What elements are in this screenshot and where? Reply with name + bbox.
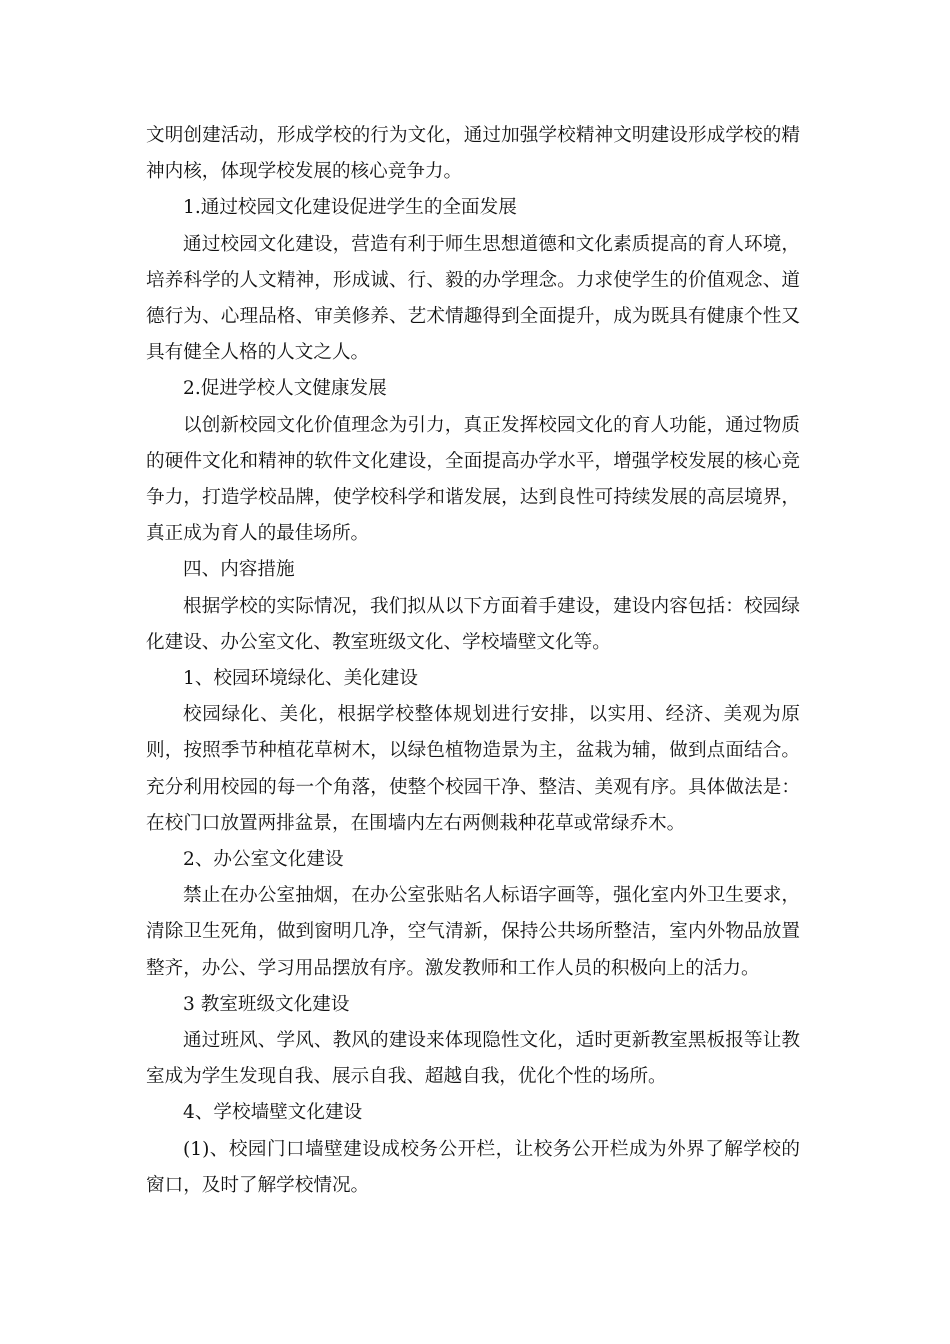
paragraph-classroom-culture: 通过班风、学风、教风的建设来体现隐性文化，适时更新教室黑板报等让教室成为学生发现自我、展示自我、超越自我，优化个性的场所。 — [146, 1030, 800, 1088]
heading-office-culture: 2、办公室文化建设 — [183, 849, 344, 871]
paragraph-humanistic-development: 以创新校园文化价值理念为引力，真正发挥校园文化的育人功能，通过物质的硬件文化和精神的软件文化建设，全面提高办学水平，增强学校发展的核心竞争力，打造学校品牌，使学校科学和谐发展，达到良性可持续发展的高层境界，真正成为育人的最佳场所。 — [146, 414, 800, 545]
paragraph-intro: 文明创建活动，形成学校的行为文化，通过加强学校精神文明建设形成学校的精神内核，体现学校发展的核心竞争力。 — [146, 125, 800, 183]
paragraph-campus-greening: 校园绿化、美化，根据学校整体规划进行安排，以实用、经济、美观为原则，按照季节种植花草树木，以绿色植物造景为主，盆栽为辅，做到点面结合。充分利用校园的每一个角落，使整个校园干净、整洁、美观有序。具体做法是：在校门口放置两排盆景，在围墙内左右两侧栽种花草或常绿乔木。 — [146, 704, 800, 834]
paragraph-office-culture: 禁止在办公室抽烟，在办公室张贴名人标语字画等，强化室内外卫生要求，清除卫生死角，做到窗明几净，空气清新，保持公共场所整洁，室内外物品放置整齐，办公、学习用品摆放有序。激发教师和工作人员的积极向上的活力。 — [146, 885, 800, 979]
paragraph-content-measures: 根据学校的实际情况，我们拟从以下方面着手建设，建设内容包括：校园绿化建设、办公室文化、教室班级文化、学校墙壁文化等。 — [146, 595, 800, 653]
heading-classroom-culture: 3 教室班级文化建设 — [183, 993, 350, 1015]
heading-campus-greening: 1、校园环境绿化、美化建设 — [183, 668, 418, 690]
document-body — [146, 118, 800, 1204]
heading-2-humanistic-development: 2.促进学校人文健康发展 — [183, 378, 387, 400]
heading-wall-culture: 4、学校墙壁文化建设 — [183, 1102, 363, 1124]
paragraph-wall-culture: (1)、校园门口墙壁建设成校务公开栏，让校务公开栏成为外界了解学校的窗口，及时了解学校情况。 — [146, 1138, 800, 1196]
paragraph-comprehensive-development: 通过校园文化建设，营造有利于师生思想道德和文化素质提高的育人环境，培养科学的人文精神，形成诚、行、毅的办学理念。力求使学生的价值观念、道德行为、心理品格、审美修养、艺术情趣得到全面提升，成为既具有健康个性又具有健全人格的人文之人。 — [146, 233, 800, 364]
heading-1-comprehensive-development: 1.通过校园文化建设促进学生的全面发展 — [183, 197, 517, 219]
section-heading-content-measures: 四、内容措施 — [183, 559, 295, 581]
